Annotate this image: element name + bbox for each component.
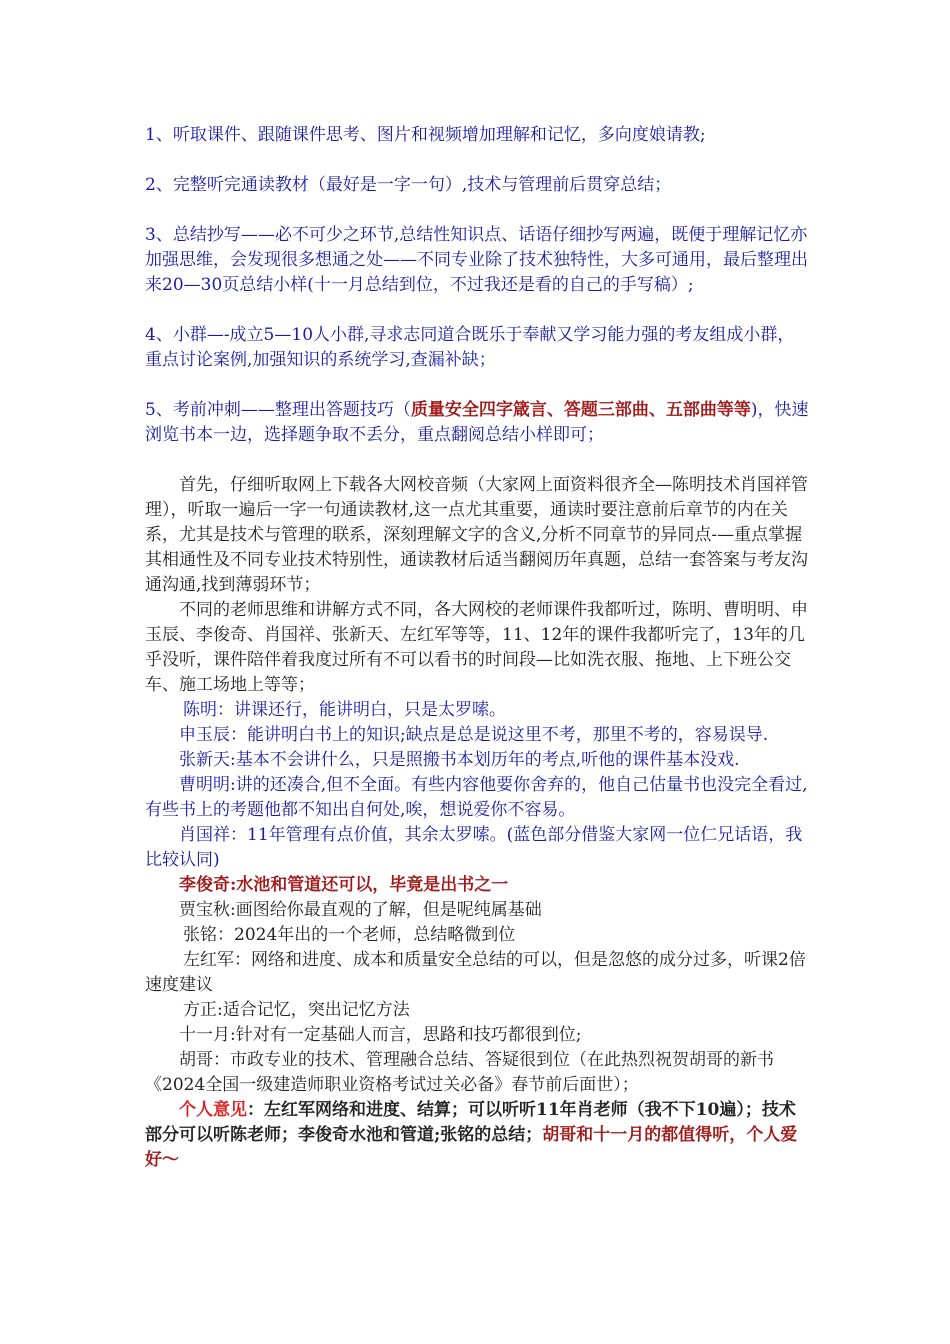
document-body <box>145 123 810 1173</box>
review-cao-mingming: 曹明明:讲的还凑合,但不全面。有些内容他要你舍弃的，他自己估量书也没完全看过,有些书上的考题他都不知出自何处,唉，想说爱你不容易。 <box>145 775 808 820</box>
list-item-2: 2、完整听完通读教材（最好是一字一句）,技术与管理前后贯穿总结； <box>145 175 672 195</box>
review-li-junqi: 李俊奇:水池和管道还可以，毕竟是出书之一 <box>179 875 509 895</box>
review-november: 十一月:针对有一定基础人而言，思路和技巧都很到位; <box>179 1025 582 1045</box>
review-hu-ge: 胡哥：市政专业的技术、管理融合总结、答疑很到位（在此热烈祝贺胡哥的新书《2024全国一级建造师职业资格考试过关必备》春节前后面世）； <box>145 1050 774 1095</box>
list-item-3: 3、总结抄写——必不可少之环节,总结性知识点、话语仔细抄写两遍，既便于理解记忆亦加强思维，会发现很多想通之处——不同专业除了技术独特性，大多可通用，最后整理出来20—30页总结小样(十一月总结到位，不过我还是看的自己的手写稿）; <box>145 225 808 295</box>
review-xiao-guoxiang: 肖国祥：11年管理有点价值，其余太罗嗦。(蓝色部分借鉴大家网一位仁兄话语，我比较认同) <box>145 825 803 870</box>
list-item-4: 4、小群—-成立5—10人小群,寻求志同道合既乐于奉献又学习能力强的考友组成小群，重点讨论案例,加强知识的系统学习,查漏补缺； <box>145 325 795 370</box>
review-chen-ming: 陈明：讲课还行，能讲明白，只是太罗嗦。 <box>183 700 506 720</box>
list-item-5-part1: 5、考前冲刺——整理出答题技巧（ <box>145 400 411 420</box>
review-fang-zheng: 方正:适合记忆，突出记忆方法 <box>183 1000 410 1020</box>
list-item-1: 1、听取课件、跟随课件思考、图片和视频增加理解和记忆，多向度娘请教; <box>145 125 706 145</box>
list-item-5-part2: )，快速浏览书本一边，选择题争取不丢分，重点翻阅总结小样即可； <box>145 400 809 445</box>
review-jia-baoqiu: 贾宝秋:画图给你最直观的了解，但是呢纯属基础 <box>179 900 542 920</box>
personal-opinion <box>145 1098 810 1173</box>
review-zhang-ming: 张铭：2024年出的一个老师，总结略微到位 <box>183 925 516 945</box>
paragraph-teachers: 不同的老师思维和讲解方式不同，各大网校的老师课件我都听过，陈明、曹明明、申玉辰、李俊奇、肖国祥、张新天、左红军等等，11、12年的课件我都听完了，13年的几乎没听，课件陪伴着我度过所有不可以看书的时间段—比如洗衣服、拖地、上下班公交车、施工场地上等等； <box>145 600 808 695</box>
opinion-tail: 胡哥和十一月的都值得听，个人爱好～ <box>145 1125 798 1170</box>
list-item-5-highlight: 质量安全四字箴言、答题三部曲、五部曲等等 <box>410 400 751 420</box>
review-shen-yuchen: 申玉辰：能讲明白书上的知识;缺点是总是说这里不考，那里不考的，容易误导. <box>179 725 769 745</box>
review-zuo-hongjun: 左红军：网络和进度、成本和质量安全总结的可以，但是忽悠的成分过多，听课2倍速度建议 <box>145 950 806 995</box>
list-item-5 <box>145 398 810 448</box>
paragraph-intro: 首先，仔细听取网上下载各大网校音频（大家网上面资料很齐全—陈明技术肖国祥管理），听取一遍后一字一句通读教材,这一点尤其重要，通读时要注意前后章节的内在关系，尤其是技术与管理的联系，深刻理解文字的含义,分析不同章节的异同点-—重点掌握其相通性及不同专业技术特别性，通读教材后适当翻阅历年真题，总结一套答案与考友沟通沟通,找到薄弱环节； <box>145 475 808 595</box>
opinion-body: ：左红军网络和进度、结算；可以听听11年肖老师（我不下10遍）；技术部分可以听陈老师；李俊奇水池和管道;张铭的总结； <box>145 1100 796 1145</box>
review-zhang-xintian: 张新天:基本不会讲什么，只是照搬书本划历年的考点,听他的课件基本没戏. <box>179 750 740 770</box>
opinion-label: 个人意见 <box>179 1100 247 1120</box>
